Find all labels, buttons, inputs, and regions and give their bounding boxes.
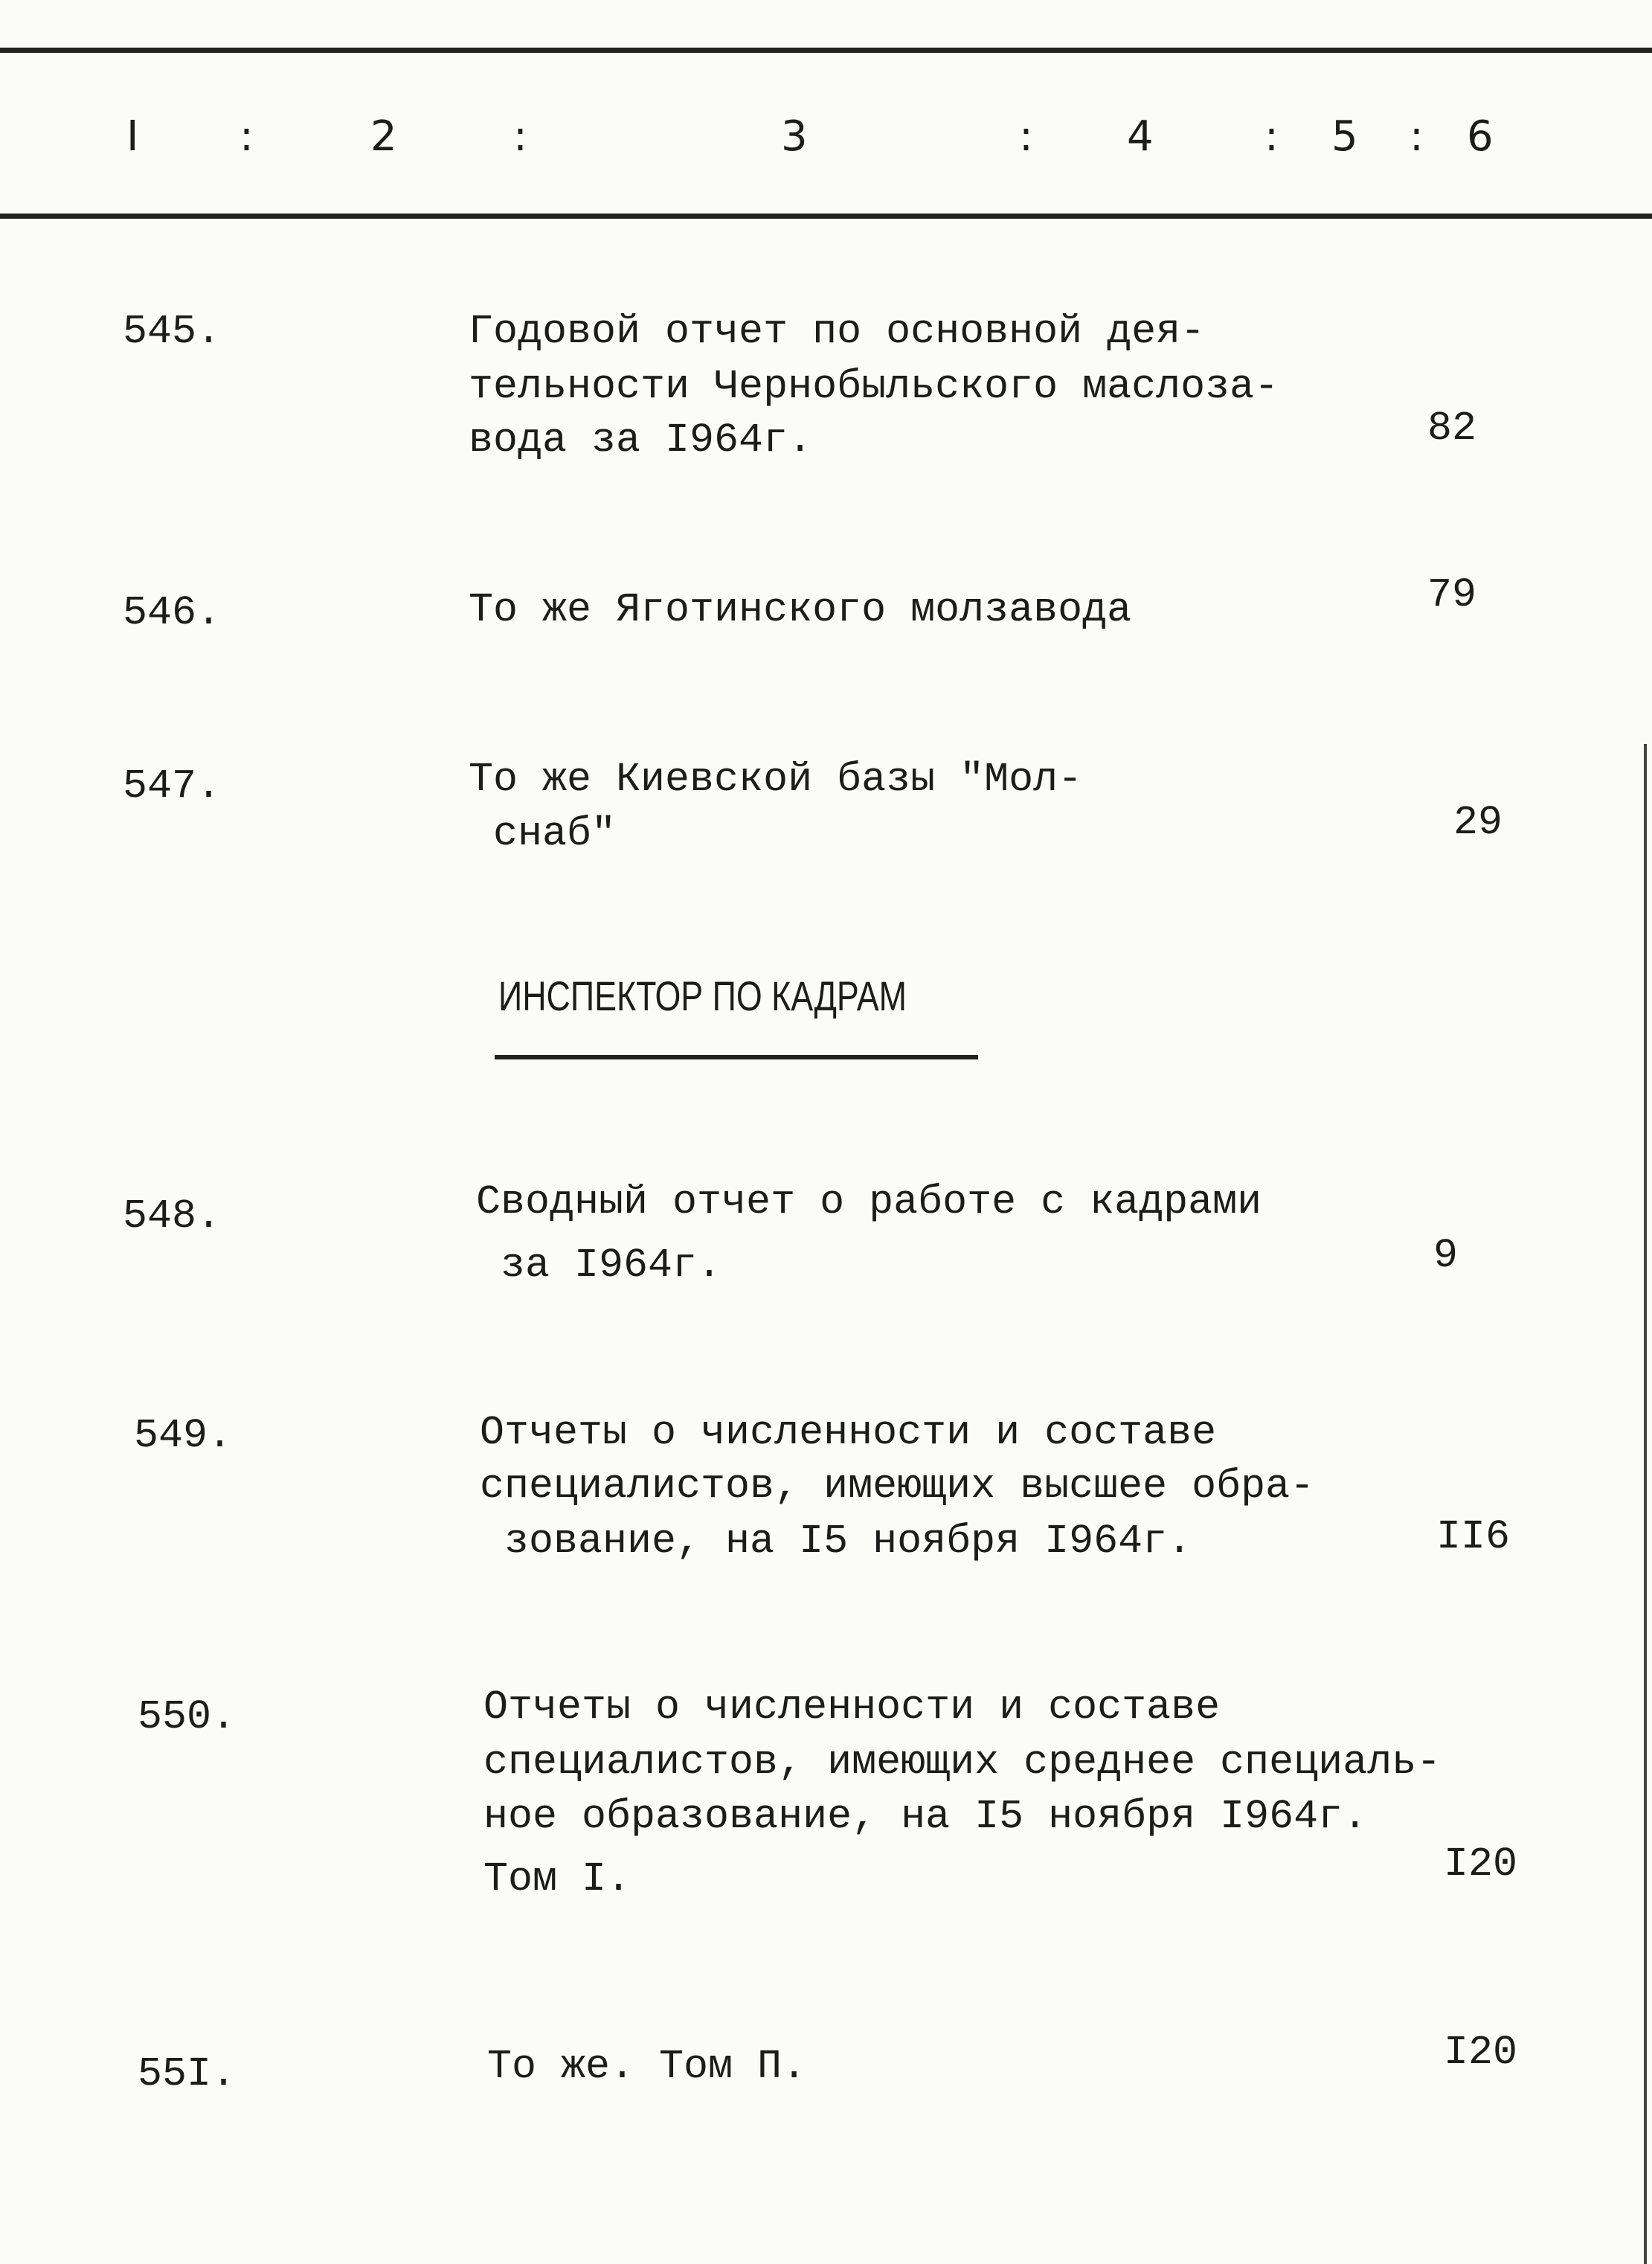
section-heading: ИНСПЕКТОР ПО КАДРАМ	[498, 972, 907, 1019]
entry-number: 549.	[134, 1412, 233, 1459]
entry-title-line: То же Яготинского молзавода	[469, 586, 1132, 633]
col-header-6: 6	[1467, 112, 1494, 161]
entry-number: 550.	[138, 1693, 237, 1740]
top-rule	[0, 48, 1652, 53]
entry-title-line: Сводный отчет о работе с кадрами	[476, 1179, 1262, 1225]
entry-pages: 29	[1453, 799, 1502, 846]
entry-title-line: зование, на I5 ноября I964г.	[480, 1518, 1192, 1565]
right-margin-line	[1644, 744, 1647, 2264]
entry-number: 548.	[123, 1193, 222, 1240]
entry-pages: II6	[1436, 1513, 1510, 1560]
entry-title-line: То же Киевской базы "Мол-	[469, 756, 1083, 803]
entry-pages: 9	[1433, 1232, 1458, 1279]
col-header-5: 5	[1331, 112, 1358, 161]
entry-number: 55I.	[138, 2050, 237, 2097]
entry-pages: I20	[1443, 1841, 1517, 1888]
entry-title-line: снаб"	[469, 810, 617, 857]
entry-title-line: То же. Том П.	[487, 2043, 807, 2090]
entry-title-line: тельности Чернобыльского маслоза-	[469, 363, 1279, 410]
entry-number: 545.	[123, 308, 222, 355]
entry-title-line: Годовой отчет по основной дея-	[469, 308, 1206, 355]
entry-title-line: Том I.	[483, 1856, 631, 1902]
col-separator: :	[1264, 112, 1279, 161]
entry-title-line: за I964г.	[476, 1242, 722, 1289]
entry-pages: 79	[1427, 571, 1476, 618]
entry-pages: 82	[1427, 405, 1476, 452]
section-heading-underline	[495, 1055, 978, 1059]
entry-title-line: вода за I964г.	[469, 417, 813, 464]
header-bottom-rule	[0, 214, 1652, 219]
col-separator: :	[240, 112, 254, 161]
entry-title-line: ное образование, на I5 ноября I964г.	[483, 1793, 1368, 1840]
entry-title-line: Отчеты о численности и составе	[483, 1684, 1221, 1731]
entry-title-line: специалистов, имеющих среднее специаль-	[483, 1739, 1442, 1786]
col-header-4: 4	[1127, 112, 1154, 161]
col-separator: :	[1410, 112, 1424, 161]
entry-title-line: специалистов, имеющих высшее обра-	[480, 1463, 1315, 1510]
entry-pages: I20	[1443, 2029, 1517, 2076]
col-separator: :	[1019, 112, 1033, 161]
col-header-3: 3	[781, 112, 808, 161]
entry-number: 547.	[123, 763, 222, 809]
col-header-1: I	[126, 112, 139, 161]
entry-number: 546.	[123, 589, 222, 636]
col-separator: :	[513, 112, 527, 161]
entry-title-line: Отчеты о численности и составе	[480, 1409, 1217, 1456]
col-header-2: 2	[370, 112, 397, 161]
